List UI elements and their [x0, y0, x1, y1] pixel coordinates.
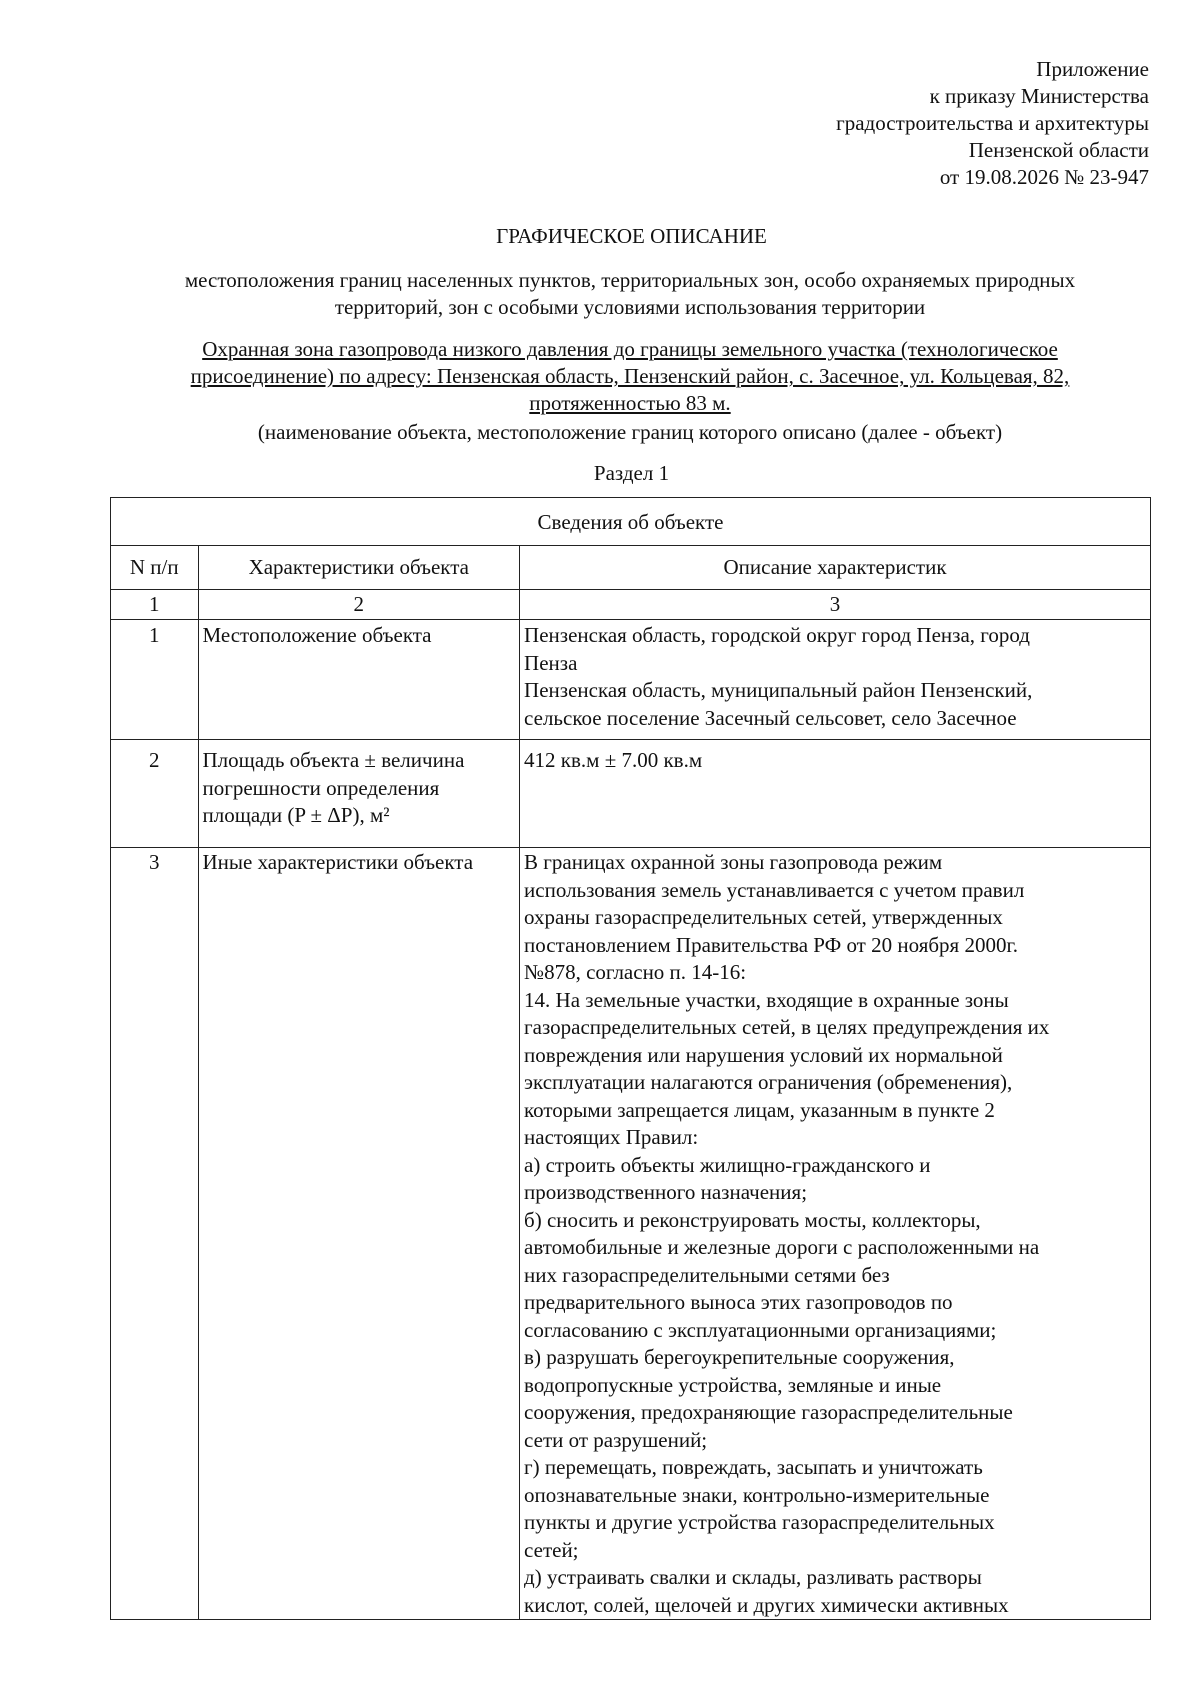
header-num: N п/п [111, 545, 199, 590]
desc-line: 412 кв.м ± 7.00 кв.м [524, 748, 703, 772]
desc-line: сооружения, предохраняющие газораспределительные [524, 1400, 1013, 1424]
row-desc [520, 740, 1151, 848]
desc-line: В границах охранной зоны газопровода режим [524, 850, 943, 874]
object-name-line: Охранная зона газопровода низкого давления до границы земельного участка (технологическое [202, 337, 1058, 361]
name-line: площади (P ± ΔP), м² [202, 803, 390, 827]
desc-line: 14. На земельные участки, входящие в охранные зоны [524, 987, 1009, 1012]
desc-line: пункты и другие устройства газораспределительных [524, 1510, 995, 1534]
desc-line: охраны газораспределительных сетей, утвержденных [524, 905, 1003, 929]
header-characteristic: Характеристики объекта [198, 545, 520, 590]
desc-line: в) разрушать берегоукрепительные сооружения, [524, 1345, 955, 1369]
object-name-line: протяженностью 83 м. [529, 391, 731, 415]
object-name [110, 336, 1150, 417]
column-number: 1 [111, 590, 199, 620]
column-number-row [111, 590, 1151, 620]
desc-line: предварительного выноса этих газопроводов по [524, 1290, 953, 1314]
appendix-header [836, 56, 1149, 191]
header-description: Описание характеристик [520, 545, 1151, 590]
desc-line: согласованию с эксплуатационными организациями; [524, 1317, 997, 1342]
row-name [198, 848, 520, 1620]
subtitle-line: территорий, зон с особыми условиями использования территории [334, 295, 926, 319]
desc-line: г) перемещать, повреждать, засыпать и уничтожать [524, 1455, 983, 1479]
desc-line: д) устраивать свалки и склады, разливать растворы [524, 1565, 982, 1589]
desc-line: б) сносить и реконструировать мосты, коллекторы, [524, 1207, 981, 1232]
desc-line: Пенза [524, 650, 578, 675]
appendix-line: Приложение [1036, 57, 1149, 81]
desc-line: автомобильные и железные дороги с расположенными на [524, 1235, 1040, 1259]
desc-line: использования земель устанавливается с учетом правил [524, 877, 1025, 902]
desc-line: сетей; [524, 1537, 579, 1562]
appendix-line: к приказу Министерства [929, 84, 1149, 108]
desc-line: №878, согласно п. 14-16: [524, 960, 747, 984]
document-title: ГРАФИЧЕСКОЕ ОПИСАНИЕ [496, 224, 767, 248]
column-number: 3 [520, 590, 1151, 620]
desc-line: настоящих Правил: [524, 1125, 699, 1149]
desc-line: Пензенская область, муниципальный район Пензенский, [524, 678, 1033, 702]
subtitle-line: местоположения границ населенных пунктов, территориальных зон, особо охраняемых природных [184, 268, 1076, 292]
row-name: Местоположение объекта [198, 620, 520, 740]
row-num: 3 [111, 848, 199, 1620]
table-header-row [111, 545, 1151, 590]
table-row [111, 740, 1151, 848]
desc-line: опознавательные знаки, контрольно-измерительные [524, 1482, 990, 1507]
desc-line: кислот, солей, щелочей и других химически активных [524, 1592, 1009, 1617]
name-line: погрешности определения [202, 775, 440, 800]
appendix-line: Пензенской области [968, 138, 1149, 162]
row-num: 1 [111, 620, 199, 740]
table-caption-row [111, 498, 1151, 546]
name-line: Иные характеристики объекта [202, 850, 474, 874]
row-name [198, 740, 520, 848]
desc-line: которыми запрещается лицам, указанным в пункте 2 [524, 1097, 995, 1122]
desc-line: газораспределительных сетей, в целях предупреждения их [524, 1015, 1050, 1039]
name-line: Площадь объекта ± величина [202, 748, 465, 772]
object-info-table [110, 497, 1151, 1620]
desc-line: Пензенская область, городской округ город Пенза, город [524, 623, 1030, 647]
table-row [111, 848, 1151, 1620]
section-label: Раздел 1 [593, 461, 670, 485]
desc-line: сельское поселение Засечный сельсовет, село Засечное [524, 705, 1017, 730]
row-desc [520, 848, 1151, 1620]
desc-line: сети от разрушений; [524, 1427, 708, 1452]
column-number: 2 [198, 590, 520, 620]
desc-line: них газораспределительными сетями без [524, 1262, 890, 1287]
appendix-line: градостроительства и архитектуры [836, 111, 1149, 135]
desc-line: а) строить объекты жилищно-гражданского и [524, 1152, 931, 1177]
desc-line: постановлением Правительства РФ от 20 ноября 2000г. [524, 932, 1018, 957]
table-row [111, 620, 1151, 740]
document-subtitle [110, 267, 1150, 321]
object-caption: (наименование объекта, местоположение границ которого описано (далее - объект) [257, 420, 1003, 444]
table-caption: Сведения об объекте [111, 498, 1151, 546]
desc-line: повреждения или нарушения условий их нормальной [524, 1042, 1003, 1067]
appendix-order-date: от 19.08.2026 № 23-947 [939, 165, 1149, 189]
desc-line: производственного назначения; [524, 1180, 808, 1204]
object-name-line: присоединение) по адресу: Пензенская область, Пензенский район, с. Засечное, ул. Кольцевая, 82, [190, 364, 1070, 388]
row-num: 2 [111, 740, 199, 848]
row-desc [520, 620, 1151, 740]
desc-line: эксплуатации налагаются ограничения (обременения), [524, 1070, 1013, 1094]
desc-line: водопропускные устройства, земляные и иные [524, 1372, 942, 1397]
